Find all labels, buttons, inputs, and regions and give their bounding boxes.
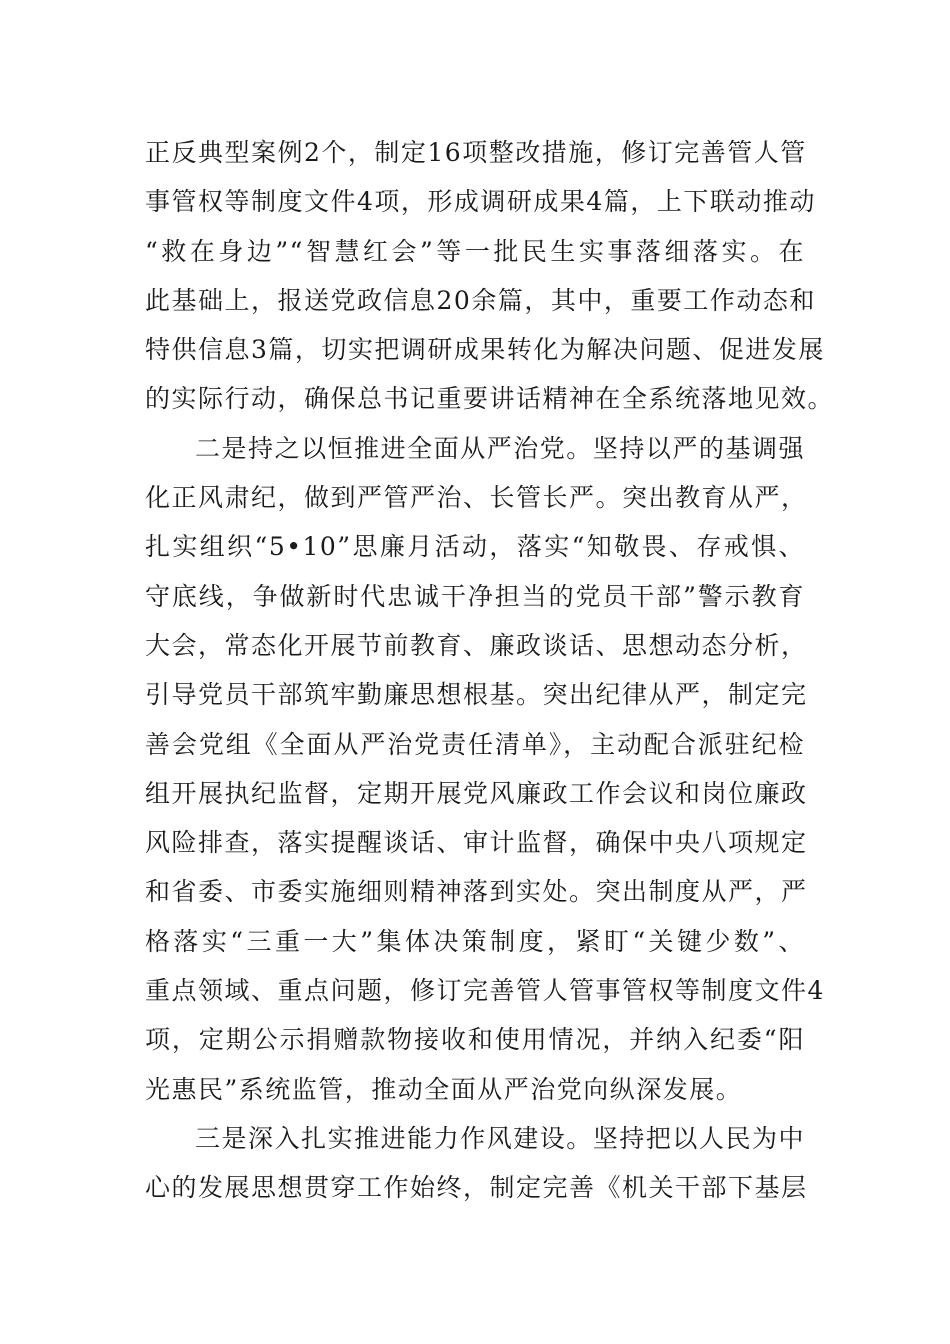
text-line: 心的发展思想贯穿工作始终，制定完善《机关干部下基层 (145, 1173, 808, 1203)
text-line: 风险排查，落实提醒谈话、审计监督，确保中央八项规定 (145, 828, 808, 858)
text-line: “救在身边”“智慧红会”等一批民生实事落细落实。在 (145, 236, 805, 266)
paragraph-start-line: 三是深入扎实推进能力作风建设。坚持把以人民为中 (195, 1123, 805, 1153)
text-line: 善会党组《全面从严治党责任清单》，主动配合派驻纪检 (145, 729, 805, 759)
text-line: 扎实组织“5•10”思廉月活动，落实“知敬畏、存戒惧、 (145, 532, 805, 562)
text-line: 项，定期公示捐赠款物接收和使用情况，并纳入纪委“阳 (145, 1025, 805, 1055)
text-line: 特供信息3篇，切实把调研成果转化为解决问题、促进发展 (145, 335, 825, 365)
text-line: 大会，常态化开展节前教育、廉政谈话、思想动态分析， (145, 630, 808, 660)
text-line: 的实际行动，确保总书记重要讲话精神在全系统落地见效。 (145, 384, 835, 414)
paragraph-start-line: 二是持之以恒推进全面从严治党。坚持以严的基调强 (195, 433, 805, 463)
text-line: 此基础上，报送党政信息20余篇，其中，重要工作动态和 (145, 285, 816, 315)
text-line: 格落实“三重一大”集体决策制度，紧盯“关键少数”、 (145, 926, 805, 956)
text-line: 正反典型案例2个，制定16项整改措施，修订完善管人管 (145, 138, 807, 167)
body-text (145, 128, 835, 1213)
text-line: 引导党员干部筑牢勤廉思想根基。突出纪律从严，制定完 (145, 680, 808, 710)
text-line: 重点领域、重点问题，修订完善管人管事管权等制度文件4 (145, 976, 825, 1006)
text-line: 化正风肃纪，做到严管严治、长管长严。突出教育从严， (145, 483, 808, 513)
text-line: 光惠民”系统监管，推动全面从严治党向纵深发展。 (145, 1074, 743, 1104)
text-line: 事管权等制度文件4项，形成调研成果4篇，上下联动推动 (145, 187, 816, 217)
text-line: 和省委、市委实施细则精神落到实处。突出制度从严，严 (145, 877, 808, 907)
text-line: 守底线，争做新时代忠诚干净担当的党员干部”警示教育 (145, 581, 805, 611)
text-line: 组开展执纪监督，定期开展党风廉政工作会议和岗位廉政 (145, 778, 808, 808)
